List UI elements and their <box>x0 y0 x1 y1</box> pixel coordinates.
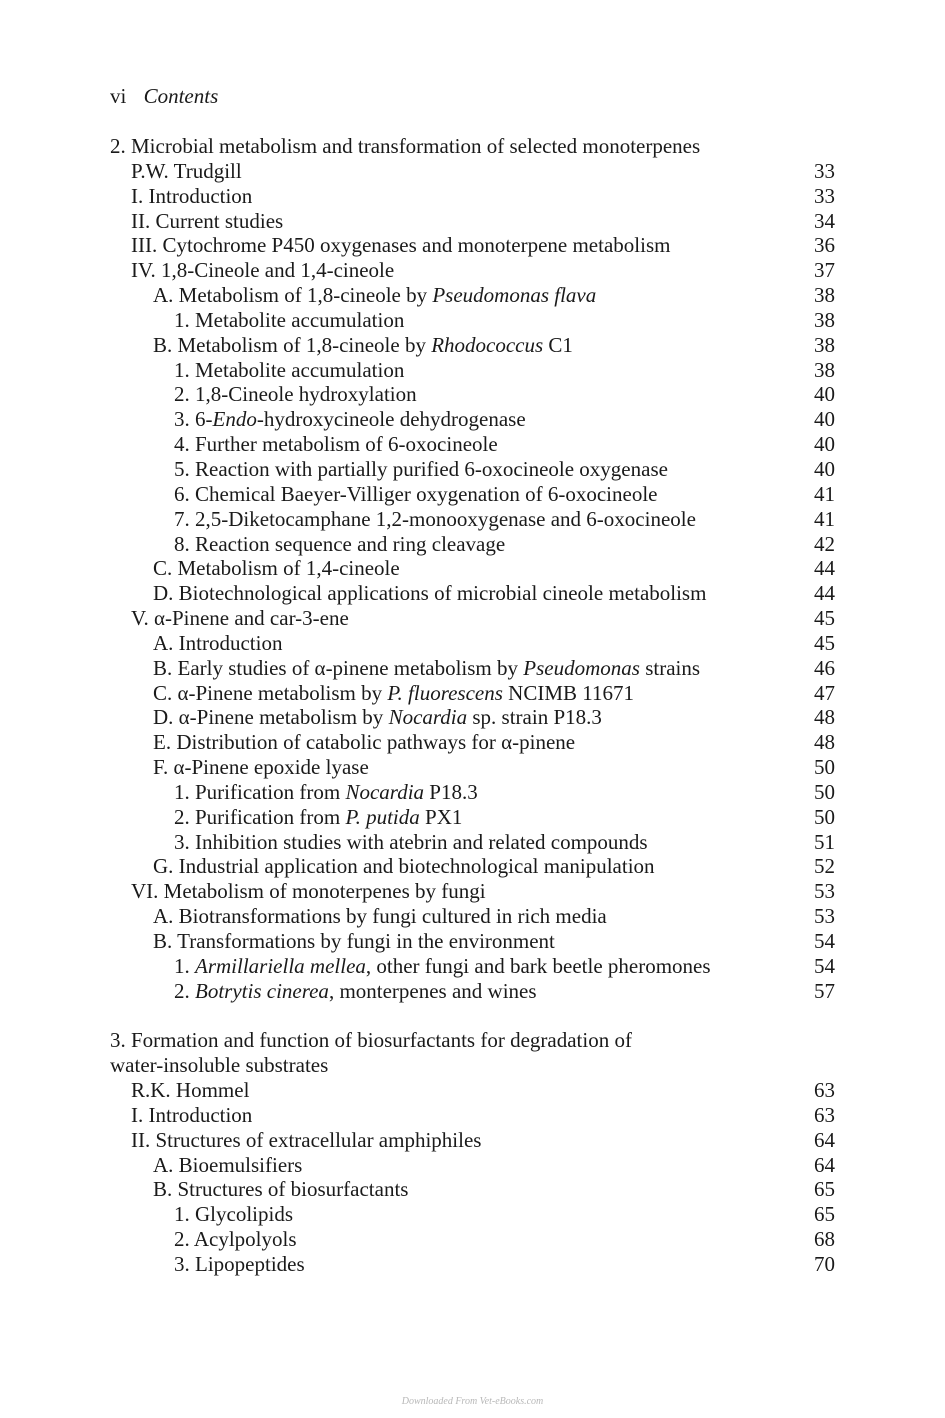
toc-entry: 1. Metabolite accumulation 38 <box>174 307 835 332</box>
toc-entry: 6. Chemical Baeyer-Villiger oxygenation of 6-oxocineole 41 <box>174 481 835 506</box>
toc-entry: F. α-Pinene epoxide lyase 50 <box>153 755 835 780</box>
toc-entry: 5. Reaction with partially purified 6-oxocineole oxygenase 40 <box>174 456 835 481</box>
toc-entry: E. Distribution of catabolic pathways for α-pinene 48 <box>153 730 835 755</box>
toc-entry: III. Cytochrome P450 oxygenases and monoterpene metabolism 36 <box>131 233 835 258</box>
toc-entry: I. Introduction 63 <box>131 1102 835 1127</box>
toc-entry: 3. Lipopeptides 70 <box>174 1251 835 1276</box>
toc-entry: 1. Purification from Nocardia P18.3 50 <box>174 779 835 804</box>
toc-entry: II. Current studies 34 <box>131 208 835 233</box>
toc-entry: I. Introduction 33 <box>131 183 835 208</box>
toc-entry: 7. 2,5-Diketocamphane 1,2-monooxygenase and 6-oxocineole 41 <box>174 506 835 531</box>
chapter-title: 3. Formation and function of biosurfactants for degradation of <box>110 1028 632 1053</box>
toc-entry: 1. Metabolite accumulation 38 <box>174 357 835 382</box>
toc-entry: A. Metabolism of 1,8-cineole by Pseudomonas flava 38 <box>153 283 835 308</box>
toc-entry: V. α-Pinene and car-3-ene 45 <box>131 606 835 631</box>
toc-entry: B. Early studies of α-pinene metabolism by Pseudomonas strains 46 <box>153 655 835 680</box>
chapter-spacer <box>110 1004 835 1029</box>
toc-entry: A. Biotransformations by fungi cultured in rich media 53 <box>153 904 835 929</box>
toc-entry: 3. 6-Endo-hydroxycineole dehydrogenase 40 <box>174 407 835 432</box>
toc-entry: A. Bioemulsifiers 64 <box>153 1152 835 1177</box>
toc-entry: 1. Armillariella mellea, other fungi and bark beetle pheromones 54 <box>174 953 835 978</box>
toc-entry: C. Metabolism of 1,4-cineole 44 <box>153 556 835 581</box>
chapter-title-continued: water-insoluble substrates <box>110 1053 329 1078</box>
table-of-contents <box>110 134 835 1277</box>
toc-entry: B. Transformations by fungi in the environment 54 <box>153 929 835 953</box>
toc-entry: IV. 1,8-Cineole and 1,4-cineole 37 <box>131 258 835 283</box>
chapter-author: R.K. Hommel 63 <box>131 1078 835 1103</box>
toc-entry: G. Industrial application and biotechnological manipulation 52 <box>153 854 835 879</box>
toc-entry: B. Structures of biosurfactants 65 <box>153 1177 835 1202</box>
chapter-title: 2. Microbial metabolism and transformation of selected monoterpenes <box>110 134 701 158</box>
toc-entry: B. Metabolism of 1,8-cineole by Rhodococcus C1 38 <box>153 332 835 357</box>
toc-entry: VI. Metabolism of monoterpenes by fungi 53 <box>131 879 835 904</box>
toc-entry: 2. Acylpolyols 68 <box>174 1227 835 1252</box>
chapter-author: P.W. Trudgill 33 <box>131 158 835 183</box>
toc-entry: D. Biotechnological applications of microbial cineole metabolism 44 <box>153 581 835 606</box>
toc-entry: 1. Glycolipids 65 <box>174 1202 835 1227</box>
toc-entry: D. α-Pinene metabolism by Nocardia sp. strain P18.3 48 <box>153 705 835 730</box>
toc-entry: 3. Inhibition studies with atebrin and related compounds 51 <box>174 829 835 854</box>
download-watermark: Downloaded From Vet-eBooks.com <box>401 1396 544 1407</box>
toc-entry: 2. Purification from P. putida PX1 50 <box>174 804 835 829</box>
toc-entry: C. α-Pinene metabolism by P. fluorescens NCIMB 11671 47 <box>153 680 835 705</box>
toc-entry: 2. Botrytis cinerea, monterpenes and wines 57 <box>174 978 835 1003</box>
toc-entry: 4. Further metabolism of 6-oxocineole 40 <box>174 432 835 457</box>
running-header <box>110 84 218 109</box>
toc-entry: A. Introduction 45 <box>153 630 835 655</box>
toc-entry: 8. Reaction sequence and ring cleavage 42 <box>174 531 835 556</box>
toc-entry: II. Structures of extracellular amphiphiles 64 <box>131 1127 835 1152</box>
page-number: vi <box>110 84 127 108</box>
toc-entry: 2. 1,8-Cineole hydroxylation 40 <box>174 382 835 407</box>
running-title: Contents <box>143 84 219 108</box>
